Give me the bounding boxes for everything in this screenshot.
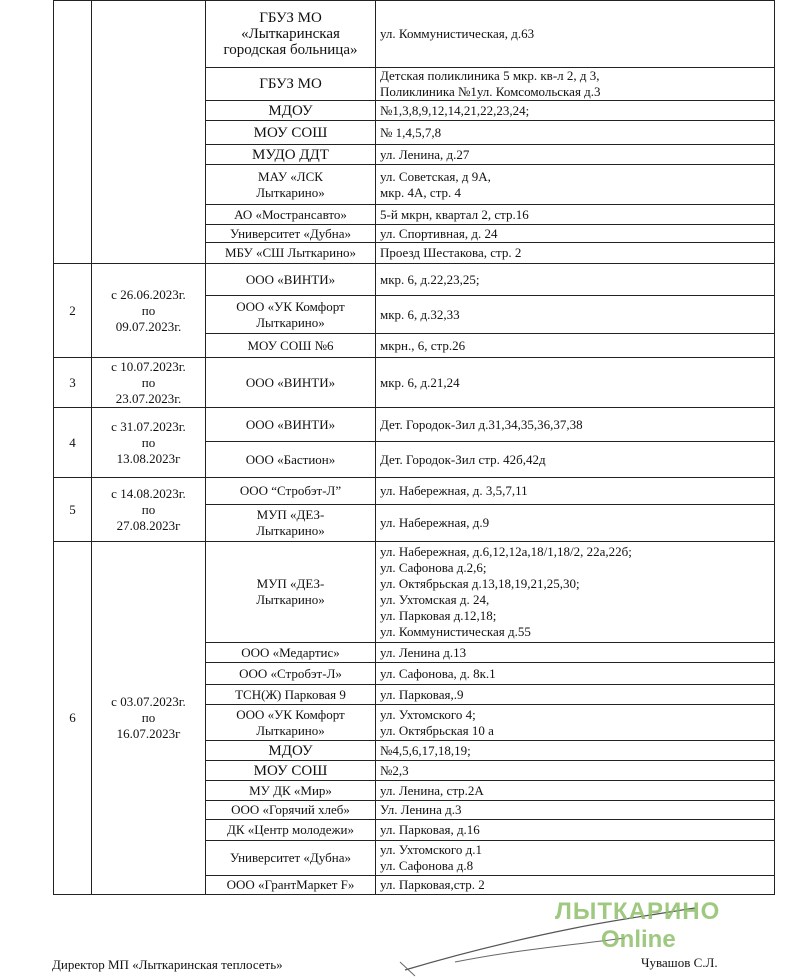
org-cell: Университет «Дубна» [206, 841, 376, 876]
period-cell: с 31.07.2023г. по 13.08.2023г [92, 408, 206, 478]
group-number-cell: 5 [54, 478, 92, 542]
period-cell [92, 1, 206, 264]
table-row [54, 542, 775, 643]
org-cell: ООО “Стробэт-Л” [206, 478, 376, 505]
signer-position: Директор МП «Лыткаринская теплосеть» [52, 957, 283, 972]
period-cell: с 03.07.2023г. по 16.07.2023г [92, 542, 206, 895]
group-number-cell: 2 [54, 264, 92, 358]
signer-name: Чувашов С.Л. [641, 955, 718, 970]
org-cell: МОУ СОШ №6 [206, 334, 376, 358]
org-cell: МУП «ДЕЗ- Лыткарино» [206, 542, 376, 643]
address-cell: Дет. Городок-Зил стр. 42б,42д [376, 442, 775, 478]
org-cell: МУП «ДЕЗ- Лыткарино» [206, 505, 376, 542]
address-cell: Проезд Шестакова, стр. 2 [376, 243, 775, 264]
address-cell: ул. Набережная, д. 3,5,7,11 [376, 478, 775, 505]
address-cell: ул. Ленина д.13 [376, 643, 775, 663]
address-cell: мкрн., 6, стр.26 [376, 334, 775, 358]
address-cell: мкр. 6, д.21,24 [376, 358, 775, 408]
address-cell: №2,3 [376, 761, 775, 781]
org-cell: МОУ СОШ [206, 121, 376, 145]
period-cell: с 26.06.2023г. по 09.07.2023г. [92, 264, 206, 358]
org-cell: ГБУЗ МО «Лыткаринская городская больница» [206, 1, 376, 68]
period-cell: с 14.08.2023г. по 27.08.2023г [92, 478, 206, 542]
org-cell: ТСН(Ж) Парковая 9 [206, 685, 376, 705]
address-cell: мкр. 6, д.22,23,25; [376, 264, 775, 296]
org-cell: Университет «Дубна» [206, 225, 376, 243]
org-cell: ООО «Медартис» [206, 643, 376, 663]
org-cell: МДОУ [206, 101, 376, 121]
address-cell: ул. Набережная, д.9 [376, 505, 775, 542]
org-cell: ООО «ВИНТИ» [206, 264, 376, 296]
address-cell: ул. Коммунистическая, д.63 [376, 1, 775, 68]
address-cell: ул. Набережная, д.6,12,12а,18/1,18/2, 22а,22б; ул. Сафонова д.2,6; ул. Октябрьская д.13,18,19,21,25,30; ул. Ухтомская д. 24, ул. Парковая д.12,18; ул. Коммунистическая д.55 [376, 542, 775, 643]
org-cell: ООО «ГрантМаркет F» [206, 876, 376, 895]
org-cell: ООО «ВИНТИ» [206, 358, 376, 408]
address-cell: №4,5,6,17,18,19; [376, 741, 775, 761]
address-cell: ул. Советская, д 9А, мкр. 4А, стр. 4 [376, 165, 775, 205]
org-cell: ООО «Горячий хлеб» [206, 801, 376, 820]
group-number-cell: 6 [54, 542, 92, 895]
address-cell: ул. Спортивная, д. 24 [376, 225, 775, 243]
org-cell: ДК «Центр молодежи» [206, 820, 376, 841]
org-cell: МУДО ДДТ [206, 145, 376, 165]
table-row [54, 408, 775, 442]
address-cell: ул. Парковая, д.16 [376, 820, 775, 841]
org-cell: ООО «Бастион» [206, 442, 376, 478]
logo-line2: Online [601, 926, 676, 953]
address-cell: № 1,4,5,7,8 [376, 121, 775, 145]
address-cell: Детская поликлиника 5 мкр. кв-л 2, д 3, Поликлиника №1ул. Комсомольская д.3 [376, 68, 775, 101]
period-cell: с 10.07.2023г. по 23.07.2023г. [92, 358, 206, 408]
address-cell: ул. Ухтомского д.1 ул. Сафонова д.8 [376, 841, 775, 876]
org-cell: МОУ СОШ [206, 761, 376, 781]
table-row [54, 264, 775, 296]
address-cell: №1,3,8,9,12,14,21,22,23,24; [376, 101, 775, 121]
org-cell: МУ ДК «Мир» [206, 781, 376, 801]
schedule-table [53, 0, 775, 895]
watermark-logo [555, 898, 745, 958]
org-cell: ГБУЗ МО [206, 68, 376, 101]
table-row [54, 478, 775, 505]
address-cell: ул. Сафонова, д. 8к.1 [376, 663, 775, 685]
org-cell: МАУ «ЛСК Лыткарино» [206, 165, 376, 205]
address-cell: ул. Парковая,.9 [376, 685, 775, 705]
address-cell: ул. Ленина, д.27 [376, 145, 775, 165]
address-cell: ул. Парковая,стр. 2 [376, 876, 775, 895]
table-row [54, 1, 775, 68]
org-cell: МДОУ [206, 741, 376, 761]
table-row [54, 358, 775, 408]
group-number-cell: 3 [54, 358, 92, 408]
address-cell: Ул. Ленина д.3 [376, 801, 775, 820]
org-cell: ООО «УК Комфорт Лыткарино» [206, 296, 376, 334]
org-cell: АО «Мострансавто» [206, 205, 376, 225]
address-cell: ул. Ухтомского 4; ул. Октябрьская 10 а [376, 705, 775, 741]
address-cell: Дет. Городок-Зил д.31,34,35,36,37,38 [376, 408, 775, 442]
org-cell: ООО «УК Комфорт Лыткарино» [206, 705, 376, 741]
logo-line1: ЛЫТКАРИНО [555, 898, 721, 925]
group-number-cell [54, 1, 92, 264]
group-number-cell: 4 [54, 408, 92, 478]
address-cell: мкр. 6, д.32,33 [376, 296, 775, 334]
org-cell: ООО «Стробэт-Л» [206, 663, 376, 685]
org-cell: МБУ «СШ Лыткарино» [206, 243, 376, 264]
org-cell: ООО «ВИНТИ» [206, 408, 376, 442]
address-cell: 5-й мкрн, квартал 2, стр.16 [376, 205, 775, 225]
address-cell: ул. Ленина, стр.2А [376, 781, 775, 801]
